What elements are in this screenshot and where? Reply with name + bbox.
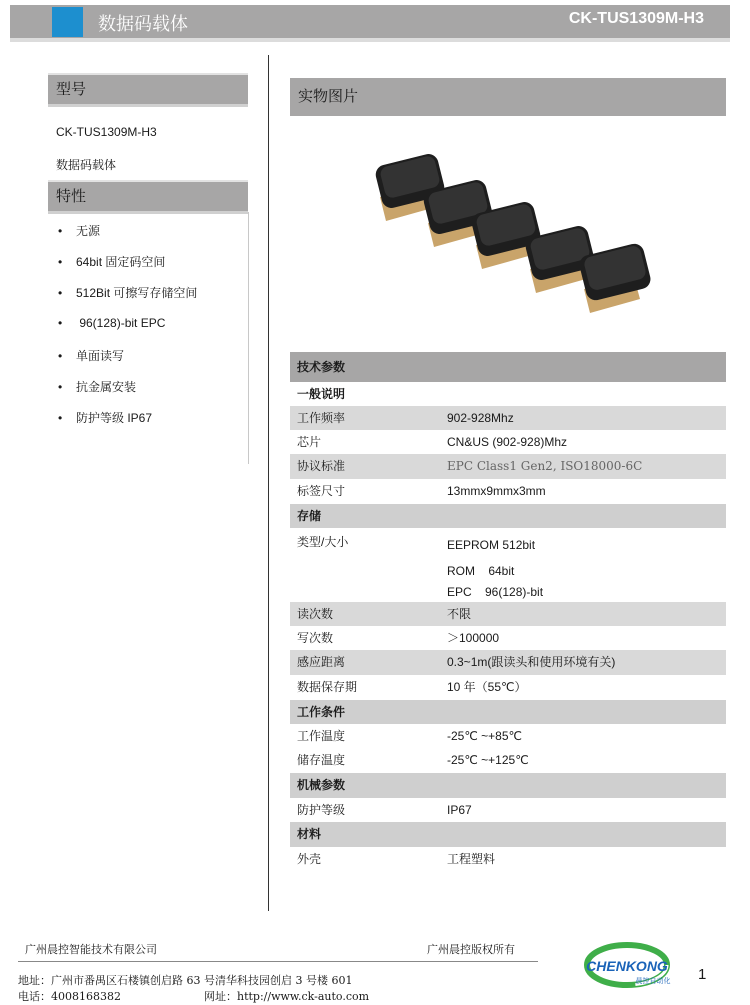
photo-heading-bar xyxy=(290,78,726,116)
product-photo xyxy=(360,137,660,337)
left-border xyxy=(248,212,249,464)
feature-item: • 64bit 固定码空间 xyxy=(58,255,166,269)
conditions-section-row xyxy=(290,700,726,724)
bullet: • xyxy=(58,316,63,330)
table-row: 工作温度 -25℃ ~+85℃ xyxy=(297,729,522,743)
bullet: • xyxy=(58,380,63,394)
header-model: CK-TUS1309M-H3 xyxy=(568,10,704,27)
model-heading-bar xyxy=(48,73,248,107)
table-row: 感应距离 0.3~1m(跟读头和使用环境有关) xyxy=(290,650,726,675)
feature-item: • 96(128)-bit EPC xyxy=(58,316,166,330)
specs-heading-row xyxy=(290,352,726,382)
feature-item: • 无源 xyxy=(58,224,101,238)
specs-heading: 技术参数 xyxy=(297,360,346,374)
conditions-title: 工作条件 xyxy=(297,705,346,719)
table-row: 协议标准 EPC Class1 Gen2, ISO18000-6C xyxy=(290,454,726,479)
bullet: • xyxy=(58,411,63,425)
chenkong-logo-icon xyxy=(565,937,690,999)
table-row: 工作频率 902-928Mhz xyxy=(290,406,726,430)
column-divider xyxy=(268,55,269,911)
table-row: 读次数 不限 xyxy=(290,602,726,626)
page-number: 1 xyxy=(698,966,707,983)
header-bar xyxy=(10,5,730,38)
logo-text: CHENKONG xyxy=(586,958,668,974)
feature-item: • 防护等级 IP67 xyxy=(58,411,153,425)
mechanical-section-row xyxy=(290,773,726,798)
logo-sub: 晨控自动化 xyxy=(635,977,671,985)
storage-section-row xyxy=(290,504,726,528)
feature-item: • 单面读写 xyxy=(58,349,125,363)
footer-address: 地址：广州市番禺区石楼镇创启路 63 号清华科技园创启 3 号楼 601 xyxy=(18,974,353,987)
footer-company: 广州晨控智能技术有限公司 xyxy=(25,943,157,956)
bullet: • xyxy=(58,286,63,300)
mechanical-title: 机械参数 xyxy=(297,778,346,792)
table-row: 防护等级 IP67 xyxy=(297,803,472,817)
bullet: • xyxy=(58,255,63,269)
feature-item: • 抗金属安装 xyxy=(58,380,137,394)
table-row: 类型/大小 EEPROM 512bit ROM 64bit EPC 96(128)-bit xyxy=(297,535,544,599)
footer-rule xyxy=(18,961,538,962)
general-section-row xyxy=(290,382,726,406)
header-underline xyxy=(10,38,730,42)
header-title: 数据码载体 xyxy=(98,14,188,34)
features-heading-bar xyxy=(48,180,248,214)
table-row: 数据保存期 10 年（55℃） xyxy=(297,680,527,694)
footer-copyright: 广州晨控版权所有 xyxy=(427,943,515,956)
material-section-row xyxy=(290,822,726,847)
table-row: 芯片 CN&US (902-928)Mhz xyxy=(297,435,568,449)
header-square-icon xyxy=(52,7,83,37)
table-row: 写次数 ＞100000 xyxy=(297,631,500,645)
feature-item: • 512Bit 可擦写存储空间 xyxy=(58,286,198,300)
table-row: 储存温度 -25℃ ~+125℃ xyxy=(297,753,529,767)
photo-heading: 实物图片 xyxy=(298,88,359,105)
model-heading: 型号 xyxy=(56,81,87,98)
general-title: 一般说明 xyxy=(297,387,346,401)
footer-phone: 电话：4008168382 xyxy=(18,990,121,1003)
bullet: • xyxy=(58,349,63,363)
model-value: CK-TUS1309M-H3 xyxy=(56,125,157,139)
footer-website: 网址：http://www.ck-auto.com xyxy=(204,990,370,1003)
bullet: • xyxy=(58,224,63,238)
material-title: 材料 xyxy=(297,827,322,841)
features-heading: 特性 xyxy=(56,188,87,205)
type-value: 数据码载体 xyxy=(56,158,117,172)
table-row: 标签尺寸 13mmx9mmx3mm xyxy=(297,484,546,498)
table-row: 外壳 工程塑料 xyxy=(297,852,496,866)
storage-title: 存储 xyxy=(297,509,322,523)
